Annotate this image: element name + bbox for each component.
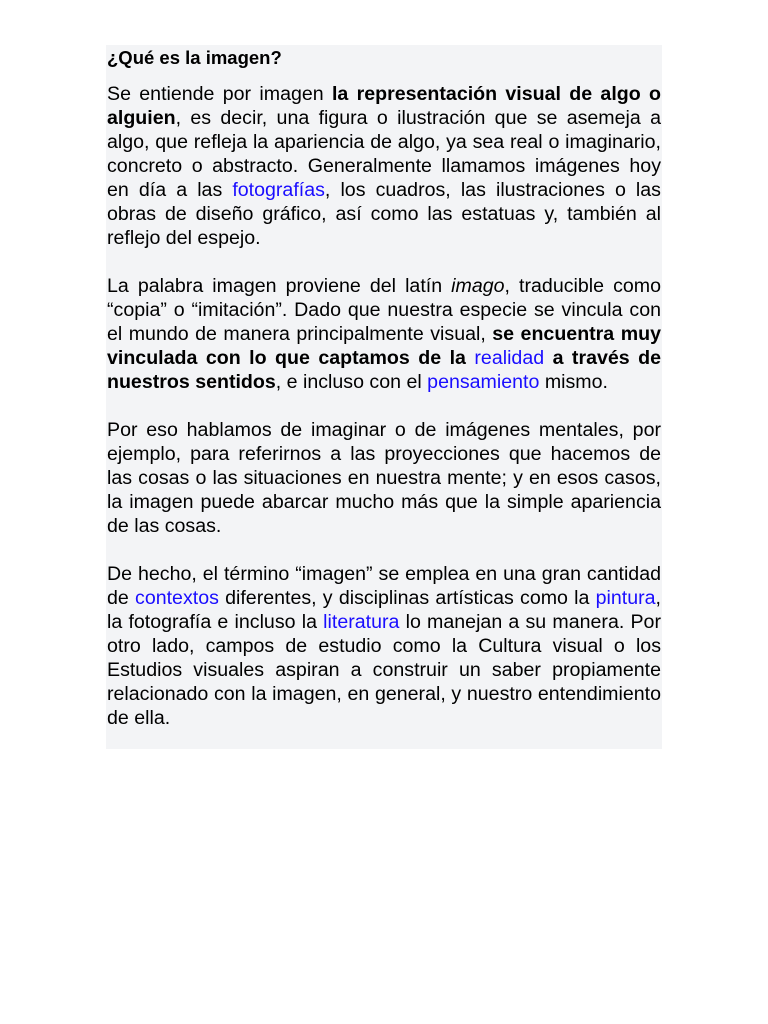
text-segment: , traducible como “copia” o “imitación”. Dado que nuestra especie se vincula con el mundo de manera principalmente visual,	[107, 275, 661, 345]
article-content	[107, 46, 661, 754]
paragraph-2	[107, 274, 661, 394]
paragraph-1	[107, 82, 661, 250]
bold-segment: se encuentra muy vinculada con lo que captamos de la	[107, 323, 661, 369]
paragraph-4	[107, 562, 661, 730]
text-segment: Se entiende por imagen	[107, 83, 332, 105]
link-pensamiento[interactable]: pensamiento	[427, 371, 540, 393]
link-literatura[interactable]: literatura	[323, 611, 400, 633]
text-segment: diferentes, y disciplinas artísticas como la	[218, 587, 596, 609]
text-segment: , la fotografía e incluso la	[107, 587, 661, 633]
italic-segment: imago	[451, 275, 505, 297]
paragraph-3	[107, 418, 661, 538]
article-title: ¿Qué es la imagen?	[107, 47, 282, 68]
link-pintura[interactable]: pintura	[595, 587, 656, 609]
text-segment: mismo.	[539, 371, 608, 393]
link-contextos[interactable]: contextos	[135, 587, 219, 609]
bold-segment: la representación visual de algo o alguien	[107, 83, 661, 129]
text-segment: , los cuadros, las ilustraciones o las obras de diseño gráfico, así como las estatuas y, también al reflejo del espejo.	[107, 179, 661, 249]
text-segment: , e incluso con el	[275, 371, 428, 393]
link-realidad[interactable]: realidad	[474, 347, 545, 369]
link-fotografias[interactable]: fotografías	[232, 179, 325, 201]
text-segment: , es decir, una figura o ilustración que se asemeja a algo, que refleja la apariencia de algo, ya sea real o imaginario, concreto o abstracto. Generalmente llamamos imágenes hoy en día a las	[107, 107, 661, 201]
text-segment: Por eso hablamos de imaginar o de imágenes mentales, por ejemplo, para referirnos a las proyecciones que hacemos de las cosas o las situaciones en nuestra mente; y en esos casos, la imagen puede abarcar mucho más que la simple apariencia de las cosas.	[107, 419, 661, 537]
text-segment: De hecho, el término “imagen” se emplea en una gran cantidad de	[107, 563, 661, 609]
text-segment: La palabra imagen proviene del latín	[107, 275, 452, 297]
text-segment: lo manejan a su manera. Por otro lado, campos de estudio como la Cultura visual o los Estudios visuales aspiran a construir un saber propiamente relacionado con la imagen, en general, y nuestro entendimiento de ella.	[107, 611, 661, 729]
bold-segment: a través de nuestros sentidos	[107, 347, 661, 393]
